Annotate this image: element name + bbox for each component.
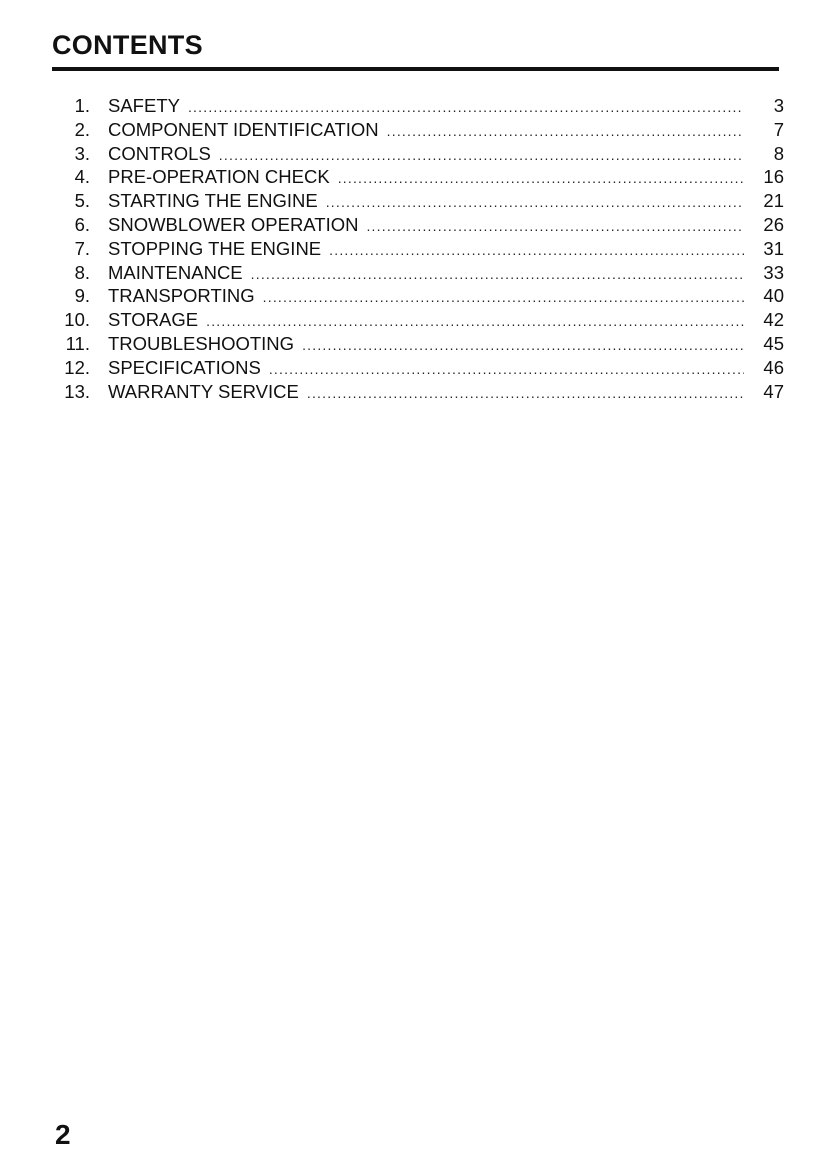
dot-leader bbox=[263, 286, 744, 310]
table-of-contents bbox=[48, 94, 784, 403]
toc-entry-label: COMPONENT IDENTIFICATION bbox=[108, 118, 379, 140]
toc-entry-label: PRE-OPERATION CHECK bbox=[108, 166, 330, 188]
page-title: CONTENTS bbox=[52, 30, 203, 60]
toc-entry-number: 1. bbox=[74, 95, 90, 116]
toc-entry-troubleshooting[interactable] bbox=[48, 332, 784, 356]
toc-entry-number: 12. bbox=[64, 356, 90, 378]
toc-entry-number: 13. bbox=[64, 380, 90, 402]
toc-entry-label: SAFETY bbox=[108, 95, 180, 116]
toc-entry-controls[interactable] bbox=[48, 142, 784, 166]
toc-entry-number: 11. bbox=[65, 332, 90, 354]
dot-leader bbox=[206, 310, 744, 334]
dot-leader bbox=[307, 382, 744, 406]
toc-entry-label: TRANSPORTING bbox=[108, 285, 255, 307]
toc-entry-number: 6. bbox=[74, 213, 90, 235]
toc-entry-page: 33 bbox=[763, 261, 784, 283]
toc-entry-number: 8. bbox=[74, 261, 90, 283]
toc-entry-page: 40 bbox=[763, 285, 784, 307]
toc-entry-pre-operation-check[interactable] bbox=[48, 165, 784, 189]
toc-entry-number: 4. bbox=[74, 166, 90, 188]
toc-entry-label: SNOWBLOWER OPERATION bbox=[108, 213, 359, 235]
toc-entry-component-identification[interactable] bbox=[48, 118, 784, 142]
toc-entry-number: 5. bbox=[74, 190, 90, 212]
toc-entry-label: SPECIFICATIONS bbox=[108, 356, 261, 378]
dot-leader bbox=[269, 358, 744, 382]
toc-entry-specifications[interactable] bbox=[48, 356, 784, 380]
toc-entry-page: 46 bbox=[763, 356, 784, 378]
toc-entry-label: STARTING THE ENGINE bbox=[108, 190, 318, 212]
toc-entry-number: 3. bbox=[74, 142, 90, 164]
toc-entry-page: 42 bbox=[763, 309, 784, 331]
dot-leader bbox=[326, 191, 744, 215]
toc-entry-transporting[interactable] bbox=[48, 284, 784, 308]
title-rule bbox=[52, 67, 779, 71]
dot-leader bbox=[387, 120, 744, 144]
toc-entry-starting-the-engine[interactable] bbox=[48, 189, 784, 213]
toc-entry-page: 7 bbox=[773, 118, 784, 140]
toc-entry-page: 26 bbox=[763, 213, 784, 235]
toc-entry-page: 31 bbox=[763, 237, 784, 259]
toc-entry-number: 7. bbox=[74, 237, 90, 259]
toc-entry-label: STORAGE bbox=[108, 309, 199, 331]
dot-leader bbox=[338, 167, 744, 191]
toc-entry-page: 45 bbox=[763, 332, 784, 354]
toc-entry-maintenance[interactable] bbox=[48, 261, 784, 285]
toc-entry-label: TROUBLESHOOTING bbox=[108, 332, 295, 354]
toc-entry-number: 10. bbox=[64, 309, 90, 331]
toc-entry-page: 21 bbox=[763, 190, 784, 212]
toc-entry-number: 2. bbox=[74, 118, 90, 140]
toc-entry-page: 8 bbox=[773, 142, 784, 164]
toc-entry-page: 47 bbox=[763, 380, 784, 402]
toc-entry-snowblower-operation[interactable] bbox=[48, 213, 784, 237]
dot-leader bbox=[251, 263, 744, 287]
toc-entry-page: 16 bbox=[763, 166, 784, 188]
dot-leader bbox=[302, 334, 744, 358]
toc-entry-page: 3 bbox=[773, 95, 784, 116]
dot-leader bbox=[188, 96, 744, 120]
page-number: 2 bbox=[55, 1119, 71, 1150]
toc-entry-label: WARRANTY SERVICE bbox=[108, 380, 299, 402]
toc-entry-warranty-service[interactable] bbox=[48, 380, 784, 404]
toc-entry-stopping-the-engine[interactable] bbox=[48, 237, 784, 261]
toc-entry-label: STOPPING THE ENGINE bbox=[108, 237, 322, 259]
dot-leader bbox=[366, 215, 744, 239]
toc-entry-safety[interactable] bbox=[48, 94, 784, 118]
dot-leader bbox=[219, 144, 744, 168]
toc-entry-number: 9. bbox=[74, 285, 90, 307]
toc-entry-storage[interactable] bbox=[48, 308, 784, 332]
toc-entry-label: MAINTENANCE bbox=[108, 261, 243, 283]
toc-entry-label: CONTROLS bbox=[108, 142, 211, 164]
dot-leader bbox=[329, 239, 744, 263]
